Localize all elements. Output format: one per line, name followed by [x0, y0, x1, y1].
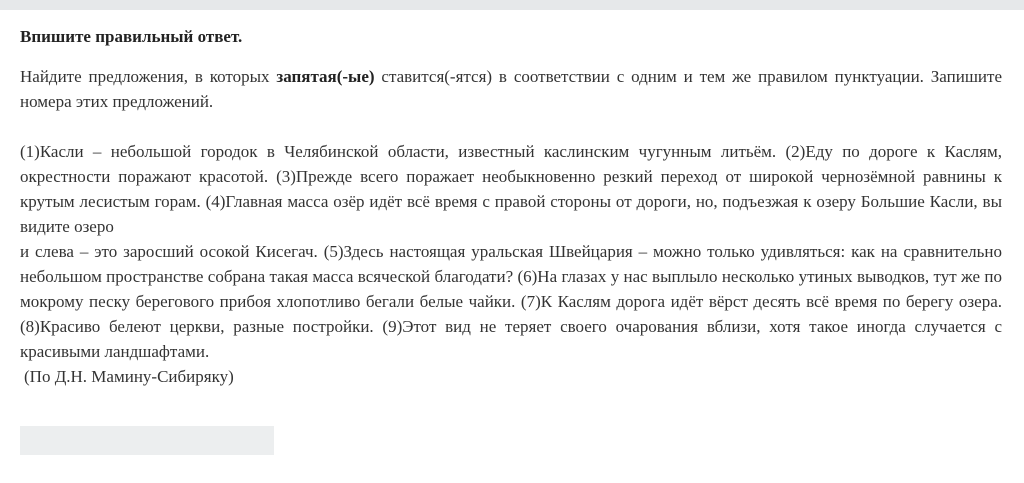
passage-text — [20, 139, 1002, 364]
task-text-part1: Найдите предложения, в которых — [20, 67, 277, 86]
top-bar — [0, 0, 1024, 10]
answer-input[interactable] — [20, 426, 274, 455]
instruction-heading: Впишите правильный ответ. — [20, 27, 243, 46]
task-text-part2: ставится(-ятся) в соответствии с одним и тем же правилом пунктуации. Запишите номера этих предложений. — [20, 67, 1002, 111]
task-text — [20, 64, 1002, 114]
passage-paragraph-2: и слева – это заросший осокой Кисегач. (5)Здесь настоящая уральская Швейцария – можно только удивляться: как на сравнительно небольшом пространстве собрана такая масса всяческой благодати? (6)На глазах у нас выплыло несколько утиных выводков, тут же по мокрому песку берегового прибоя хлопотливо бегали белые чайки. (7)К Каслям дорога идёт вёрст десять всё время по берегу озера. (8)Красиво белеют церкви, разные постройки. (9)Этот вид не теряет своего очарования вблизи, хотя такое иногда случается с красивыми ландшафтами. — [20, 242, 1002, 361]
passage-paragraph-1: (1)Касли – небольшой городок в Челябинской области, известный каслинским чугунным литьём. (2)Еду по дороге к Каслям, окрестности поражают красотой. (3)Прежде всего поражает необыкновенно резкий переход от широкой чернозёмной равнины к крутым лесистым горам. (4)Главная масса озёр идёт всё время с правой стороны от дороги, но, подъезжая к озеру Большие Касли, вы видите озеро — [20, 142, 1002, 236]
question-block — [20, 26, 1002, 389]
passage-source: (По Д.Н. Мамину-Сибиряку) — [24, 367, 234, 386]
task-text-bold: запятая(-ые) — [276, 67, 375, 86]
